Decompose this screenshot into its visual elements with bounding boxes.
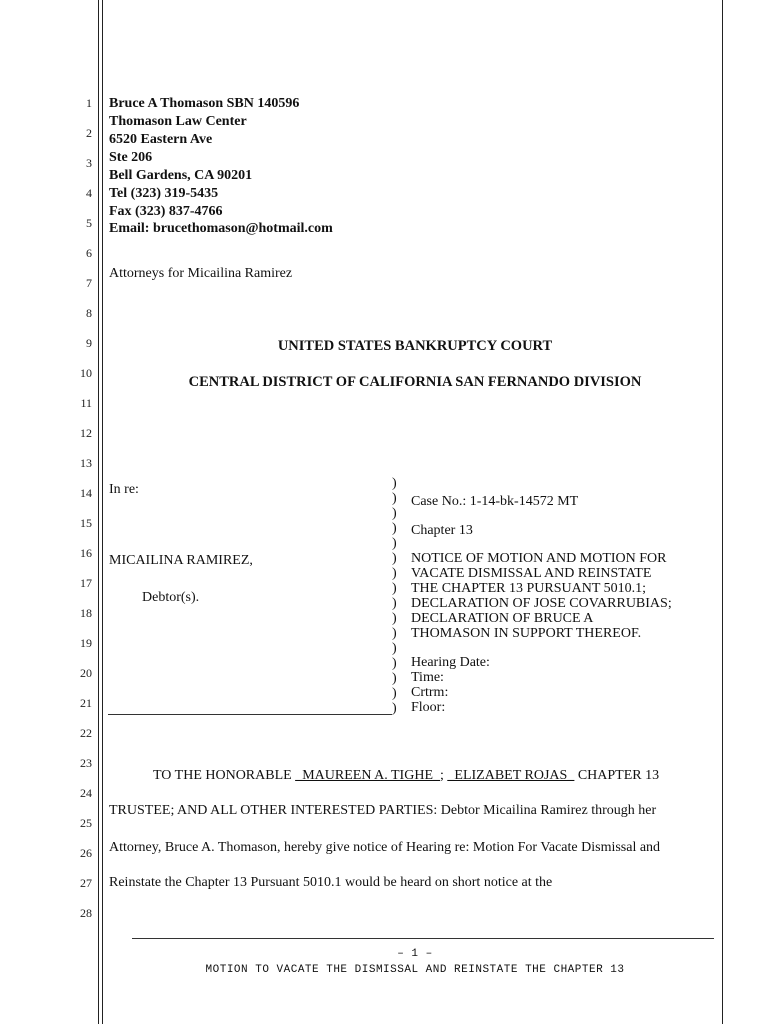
line-number: 12 xyxy=(80,426,92,440)
body-line-4: Reinstate the Chapter 13 Pursuant 5010.1 would be heard on short notice at the xyxy=(109,875,553,890)
court-name: UNITED STATES BANKRUPTCY COURT xyxy=(277,338,553,354)
body-line-2: TRUSTEE; AND ALL OTHER INTERESTED PARTIES: Debtor Micailina Ramirez through her xyxy=(109,803,657,818)
line-number: 15 xyxy=(80,516,92,530)
telephone: Tel (323) 319-5435 xyxy=(109,186,219,201)
line-number: 2 xyxy=(86,126,92,140)
line-number: 17 xyxy=(80,576,92,590)
hearing-date: Hearing Date: xyxy=(411,655,490,670)
line-number: 9 xyxy=(86,336,92,350)
line-number: 10 xyxy=(80,366,92,380)
chapter-suffix: CHAPTER 13 xyxy=(574,768,660,783)
paren: ) xyxy=(392,476,397,491)
in-re: In re: xyxy=(109,482,139,497)
paren: ) xyxy=(392,611,397,626)
line-number: 24 xyxy=(80,786,92,800)
paren: ) xyxy=(392,626,397,641)
document-title-line: NOTICE OF MOTION AND MOTION FOR xyxy=(411,551,667,566)
paren: ) xyxy=(392,566,397,581)
attorney-name-sbn: Bruce A Thomason SBN 140596 xyxy=(109,96,300,111)
street-address: 6520 Eastern Ave xyxy=(109,132,213,147)
document-title-line: VACATE DISMISSAL AND REINSTATE xyxy=(411,566,652,581)
line-number: 6 xyxy=(86,246,92,260)
line-number: 16 xyxy=(80,546,92,560)
footer-rule xyxy=(132,938,714,939)
line-number: 23 xyxy=(80,756,92,770)
document-title-line: THOMASON IN SUPPORT THEREOF. xyxy=(411,626,642,641)
line-number: 3 xyxy=(86,156,92,170)
paren: ) xyxy=(392,641,397,656)
paren: ) xyxy=(392,686,397,701)
salutation: TO THE HONORABLE xyxy=(153,768,296,783)
line-number: 4 xyxy=(86,186,92,200)
separator: ; xyxy=(440,768,448,783)
judge-name: _MAUREEN A. TIGHE_ xyxy=(295,768,440,783)
trustee-name: _ELIZABET ROJAS_ xyxy=(447,768,575,783)
fax: Fax (323) 837-4766 xyxy=(109,204,223,219)
line-number: 22 xyxy=(80,726,92,740)
line-number: 28 xyxy=(80,906,92,920)
city-state-zip: Bell Gardens, CA 90201 xyxy=(109,168,253,183)
line-number: 8 xyxy=(86,306,92,320)
left-margin-line-inner xyxy=(102,0,103,1024)
line-number: 20 xyxy=(80,666,92,680)
attorneys-for: Attorneys for Micailina Ramirez xyxy=(109,266,293,281)
line-number: 13 xyxy=(80,456,92,470)
caption-bottom-rule xyxy=(108,714,392,715)
line-number: 14 xyxy=(80,486,92,500)
paren: ) xyxy=(392,581,397,596)
line-number: 1 xyxy=(86,96,92,110)
debtor-label: Debtor(s). xyxy=(142,590,200,605)
document-title-line: THE CHAPTER 13 PURSUANT 5010.1; xyxy=(411,581,647,596)
page-number: – 1 – xyxy=(397,948,433,960)
case-number: Case No.: 1-14-bk-14572 MT xyxy=(411,494,579,509)
line-number: 7 xyxy=(86,276,92,290)
line-number: 5 xyxy=(86,216,92,230)
paren: ) xyxy=(392,506,397,521)
body-line-1 xyxy=(153,768,659,784)
court-district: CENTRAL DISTRICT OF CALIFORNIA SAN FERNANDO DIVISION xyxy=(188,374,642,390)
paren: ) xyxy=(392,536,397,551)
chapter: Chapter 13 xyxy=(411,523,473,538)
line-number: 25 xyxy=(80,816,92,830)
debtor-name: MICAILINA RAMIREZ, xyxy=(109,553,253,568)
firm-name: Thomason Law Center xyxy=(109,114,247,129)
hearing-time: Time: xyxy=(411,670,444,685)
paren: ) xyxy=(392,491,397,506)
paren: ) xyxy=(392,656,397,671)
courtroom: Crtrm: xyxy=(411,685,449,700)
paren: ) xyxy=(392,596,397,611)
floor: Floor: xyxy=(411,700,446,715)
line-number: 18 xyxy=(80,606,92,620)
document-title-line: DECLARATION OF JOSE COVARRUBIAS; xyxy=(411,596,672,611)
line-number: 27 xyxy=(80,876,92,890)
suite: Ste 206 xyxy=(109,150,153,165)
left-margin-line-outer xyxy=(98,0,99,1024)
paren: ) xyxy=(392,521,397,536)
paren: ) xyxy=(392,551,397,566)
email: Email: brucethomason@hotmail.com xyxy=(109,221,333,236)
line-number: 19 xyxy=(80,636,92,650)
body-line-3: Attorney, Bruce A. Thomason, hereby give notice of Hearing re: Motion For Vacate Dismissal and xyxy=(109,840,661,855)
line-number: 26 xyxy=(80,846,92,860)
line-number: 11 xyxy=(80,396,92,410)
document-title-line: DECLARATION OF BRUCE A xyxy=(411,611,594,626)
footer-title: MOTION TO VACATE THE DISMISSAL AND REINSTATE THE CHAPTER 13 xyxy=(205,964,625,976)
paren: ) xyxy=(392,701,397,716)
paren: ) xyxy=(392,671,397,686)
line-number: 21 xyxy=(80,696,92,710)
right-margin-line xyxy=(722,0,723,1024)
